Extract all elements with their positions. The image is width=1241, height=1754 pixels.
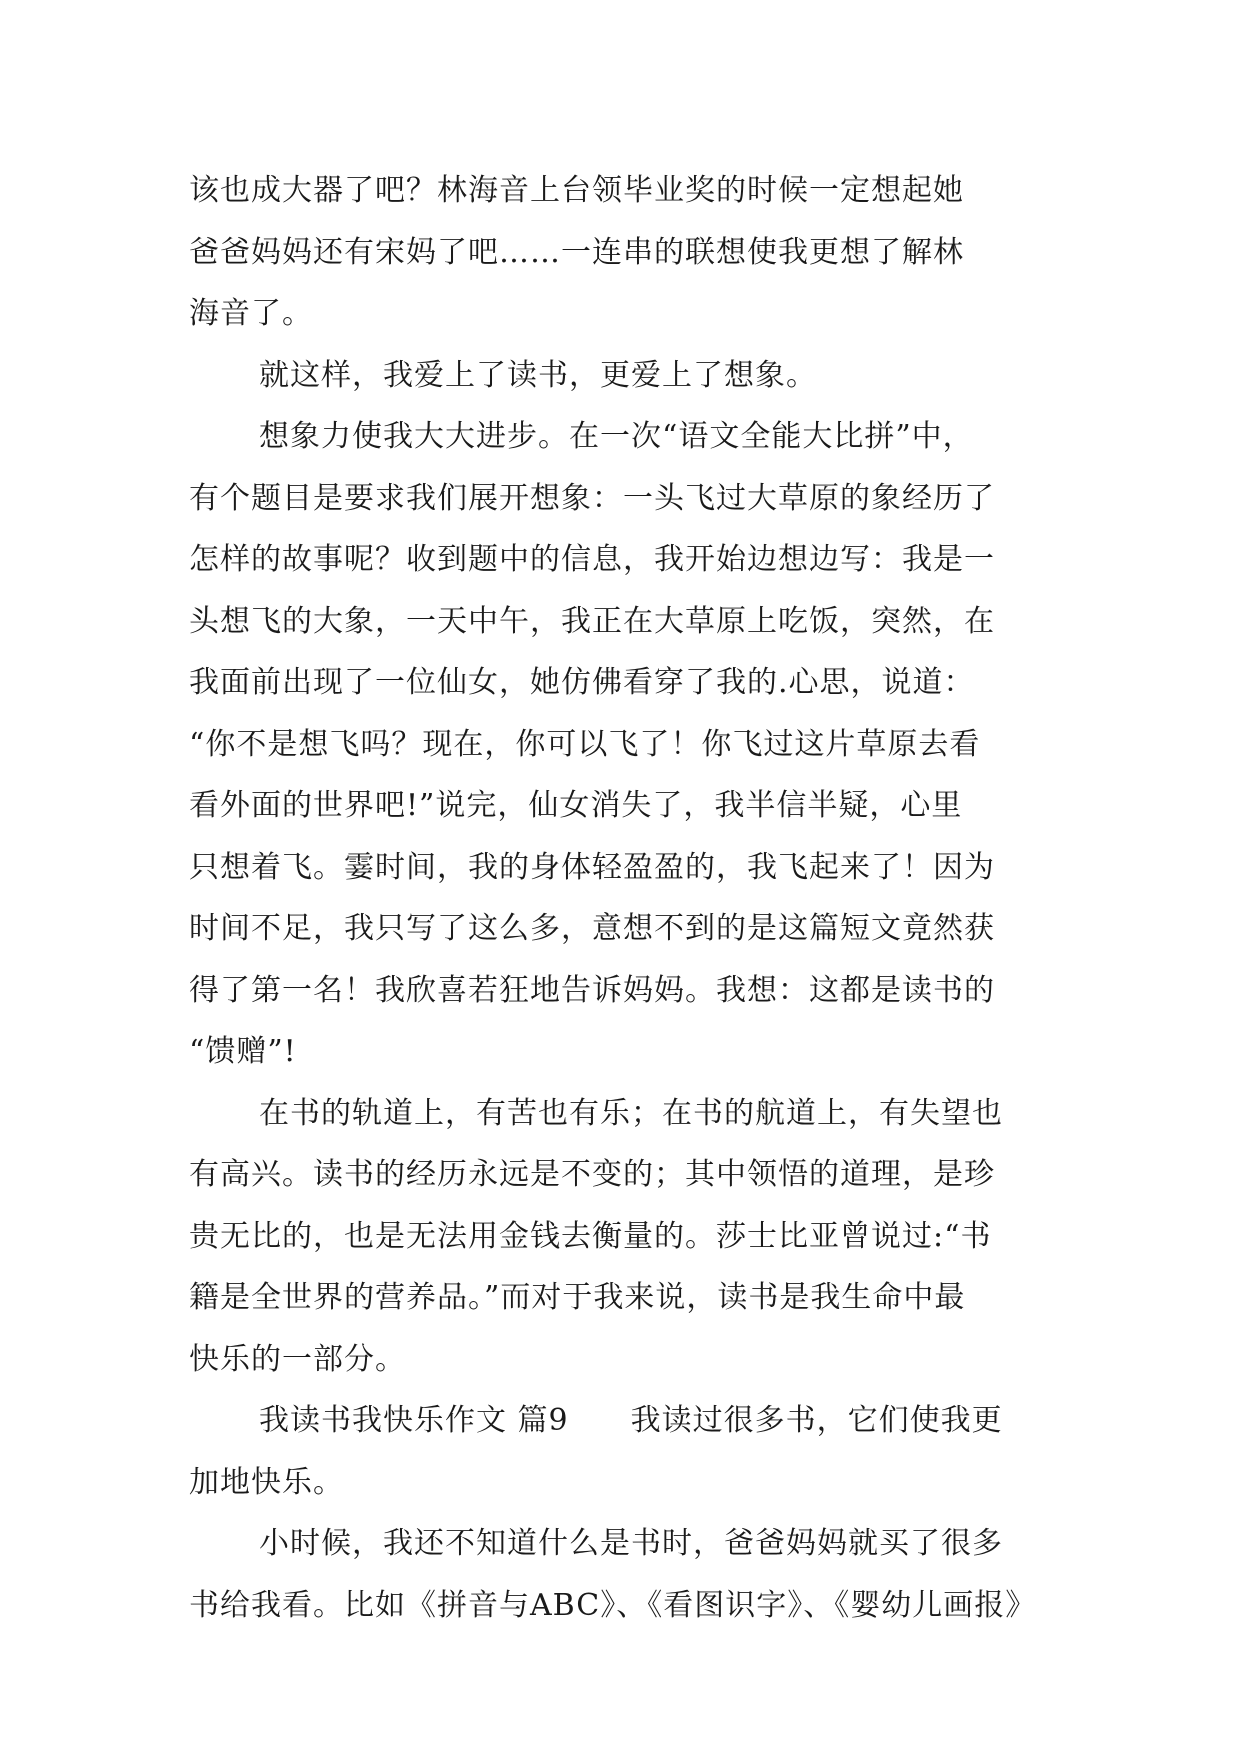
document-body — [189, 160, 1079, 1636]
text-line: 有个题目是要求我们展开想象：一头飞过大草原的象经历了 — [189, 480, 995, 516]
text-line: 爸爸妈妈还有宋妈了吧……一连串的联想使我更想了解林 — [189, 234, 964, 270]
text-line: 我面前出现了一位仙女，她仿佛看穿了我的.心思，说道： — [189, 665, 975, 700]
text-line: 头想飞的大象，一天中午，我正在大草原上吃饭，突然，在 — [189, 603, 995, 639]
text-line: 有高兴。读书的经历永远是不变的；其中领悟的道理，是珍 — [189, 1157, 995, 1192]
text-line: 得了第一名！我欣喜若狂地告诉妈妈。我想：这都是读书的 — [189, 972, 995, 1008]
text-line: “你不是想飞吗？现在，你可以飞了！你飞过这片草原去看 — [189, 726, 981, 762]
text-line: 快乐的一部分。 — [189, 1341, 406, 1377]
text-line: 只想着飞。霎时间，我的身体轻盈盈的，我飞起来了！因为 — [189, 849, 995, 885]
text-line: 海音了。 — [189, 296, 313, 331]
text-line: 贵无比的，也是无法用金钱去衡量的。莎士比亚曾说过:“书 — [189, 1218, 992, 1254]
text-line: 籍是全世界的营养品。”而对于我来说，读书是我生命中最 — [189, 1280, 966, 1315]
text-line: 书给我看。比如《拼音与ABC》、《看图识字》、《婴幼儿画报》 — [189, 1587, 1037, 1623]
text-line: 加地快乐。 — [189, 1464, 344, 1500]
section-heading-line: 我读书我快乐作文 篇9 我读过很多书，它们使我更 — [259, 1403, 1003, 1438]
paragraph-start-line: 就这样，我爱上了读书，更爱上了想象。 — [259, 357, 817, 393]
paragraph-start-line: 在书的轨道上，有苦也有乐；在书的航道上，有失望也 — [259, 1095, 1003, 1131]
paragraph-start-line: 想象力使我大大进步。在一次“语文全能大比拼”中， — [259, 419, 974, 454]
text-line: 怎样的故事呢？收到题中的信息，我开始边想边写：我是一 — [189, 542, 995, 577]
text-line: 看外面的世界吧!”说完，仙女消失了，我半信半疑，心里 — [189, 788, 963, 823]
text-line: 该也成大器了吧？林海音上台领毕业奖的时候一定想起她 — [189, 173, 964, 208]
text-line: “馈赠”! — [189, 1034, 297, 1069]
text-line: 时间不足，我只写了这么多，意想不到的是这篇短文竟然获 — [189, 911, 995, 946]
paragraph-start-line: 小时候，我还不知道什么是书时，爸爸妈妈就买了很多 — [259, 1526, 1003, 1561]
